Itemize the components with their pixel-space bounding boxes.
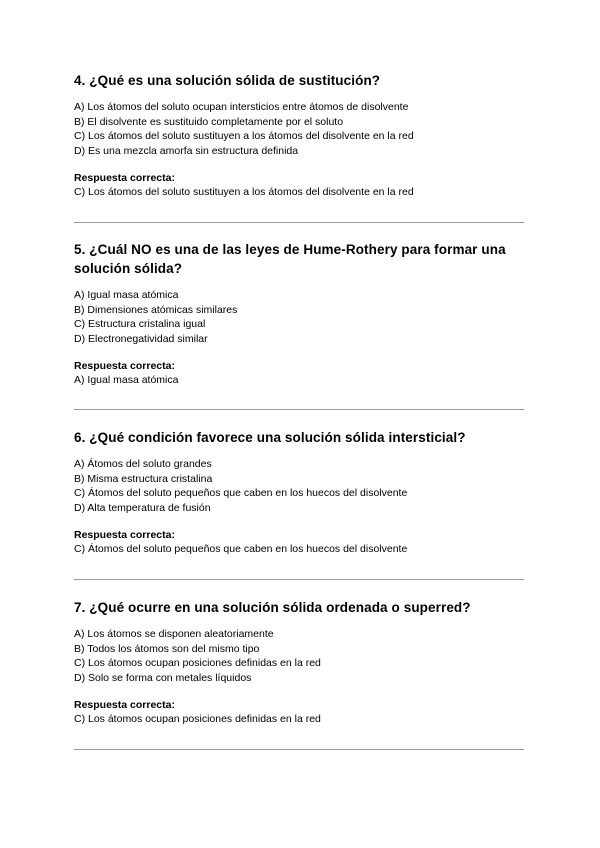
answer-label: Respuesta correcta:: [74, 698, 175, 711]
option-c: C) Estructura cristalina igual: [74, 318, 206, 331]
question-4: [74, 71, 524, 199]
divider: [74, 579, 524, 580]
option-b: B) Misma estructura cristalina: [74, 472, 213, 485]
question-7: [74, 598, 524, 726]
option-list: [74, 100, 524, 159]
question-title: 6. ¿Qué condición favorece una solución sólida intersticial?: [74, 430, 466, 445]
question-title: 5. ¿Cuál NO es una de las leyes de Hume-Rothery para formar una solución sólida?: [74, 242, 506, 276]
option-c: C) Los átomos ocupan posiciones definidas en la red: [74, 657, 321, 670]
answer-text: C) Los átomos del soluto sustituyen a los átomos del disolvente en la red: [74, 185, 414, 198]
question-5: [74, 240, 524, 387]
answer-text: C) Átomos del soluto pequeños que caben en los huecos del disolvente: [74, 542, 408, 555]
divider: [74, 222, 524, 223]
option-c: C) Los átomos del soluto sustituyen a los átomos del disolvente en la red: [74, 130, 414, 143]
option-list: [74, 288, 524, 347]
answer-label: Respuesta correcta:: [74, 171, 175, 184]
answer-text: A) Igual masa atómica: [74, 373, 179, 386]
option-a: A) Igual masa atómica: [74, 289, 179, 301]
answer-label: Respuesta correcta:: [74, 359, 175, 372]
option-d: D) Electronegatividad similar: [74, 333, 208, 346]
option-list: [74, 457, 524, 516]
option-d: D) Es una mezcla amorfa sin estructura definida: [74, 145, 299, 158]
question-title: 4. ¿Qué es una solución sólida de sustitución?: [74, 73, 381, 88]
option-d: D) Alta temperatura de fusión: [74, 502, 211, 515]
option-d: D) Solo se forma con metales líquidos: [74, 672, 252, 685]
option-list: [74, 627, 524, 686]
answer-label: Respuesta correcta:: [74, 528, 175, 541]
divider: [74, 749, 524, 750]
question-6: [74, 428, 524, 556]
option-a: A) Átomos del soluto grandes: [74, 458, 212, 470]
divider: [74, 409, 524, 410]
option-b: B) El disolvente es sustituido completamente por el soluto: [74, 115, 344, 128]
answer-text: C) Los átomos ocupan posiciones definidas en la red: [74, 712, 321, 725]
option-c: C) Átomos del soluto pequeños que caben en los huecos del disolvente: [74, 487, 408, 500]
question-title: 7. ¿Qué ocurre en una solución sólida ordenada o superred?: [74, 600, 471, 615]
option-a: A) Los átomos del soluto ocupan intersticios entre átomos de disolvente: [74, 101, 409, 113]
option-b: B) Todos los átomos son del mismo tipo: [74, 642, 260, 655]
option-b: B) Dimensiones atómicas similares: [74, 303, 238, 316]
option-a: A) Los átomos se disponen aleatoriamente: [74, 628, 274, 640]
